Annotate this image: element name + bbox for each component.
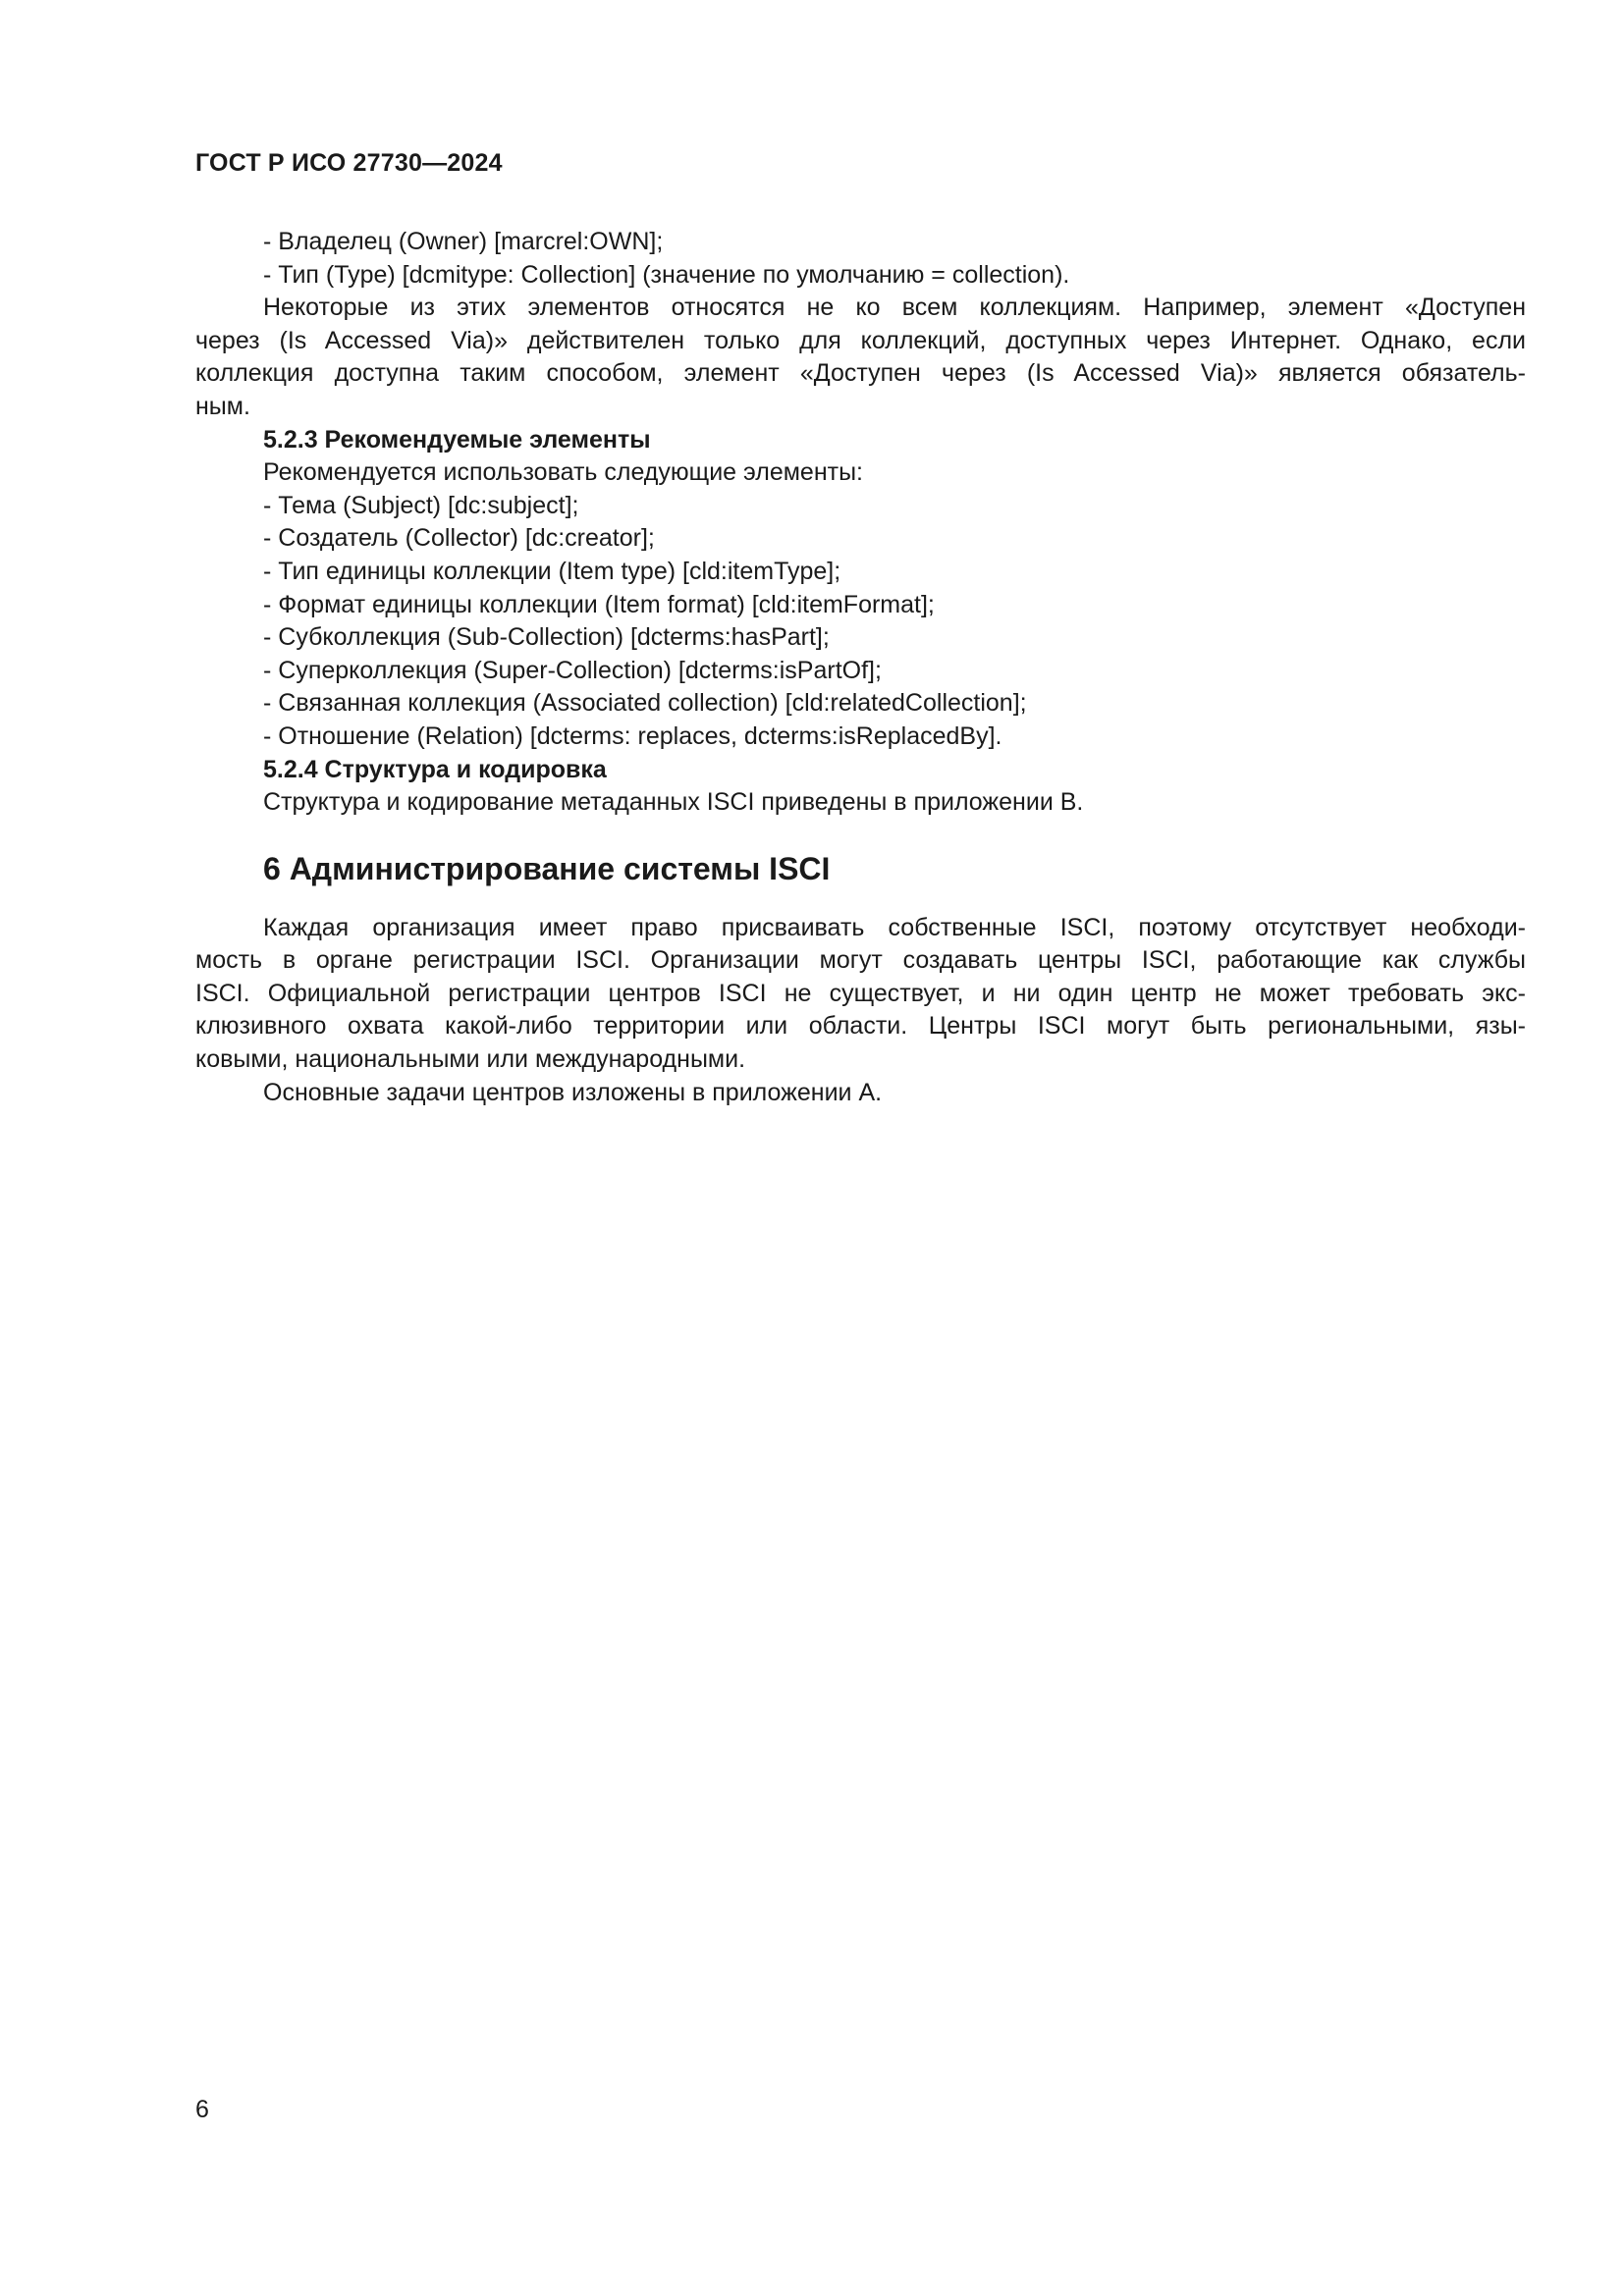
paragraph-line: ковыми, национальными или международными.: [195, 1045, 746, 1074]
list-item: - Тип единицы коллекции (Item type) [cld:itemType];: [263, 557, 841, 585]
list-item: - Владелец (Owner) [marcrel:OWN];: [263, 228, 664, 255]
subsection-intro: Рекомендуется использовать следующие элементы:: [263, 458, 863, 487]
subsection-title-5-2-3: 5.2.3 Рекомендуемые элементы: [263, 425, 651, 454]
list-item: - Суперколлекция (Super-Collection) [dcterms:isPartOf];: [263, 656, 882, 684]
subsection-title-5-2-4: 5.2.4 Структура и кодировка: [263, 755, 607, 783]
list-item: - Формат единицы коллекции (Item format) [cld:itemFormat];: [263, 590, 935, 618]
list-item: - Субколлекция (Sub-Collection) [dcterms:hasPart];: [263, 623, 830, 652]
subsection-text: Структура и кодирование метаданных ISCI приведены в приложении B.: [263, 788, 1084, 817]
list-item: - Тип (Type) [dcmitype: Collection] (значение по умолчанию = collection).: [263, 260, 1070, 289]
paragraph-line: через (Is Accessed Via)» действителен только для коллекций, доступных через Интернет. Однако, если: [195, 326, 1526, 354]
paragraph-line: ISCI. Официальной регистрации центров ISCI не существует, и ни один центр не может требовать экс-: [195, 979, 1526, 1007]
paragraph-line: Некоторые из этих элементов относятся не ко всем коллекциям. Например, элемент «Доступен: [263, 294, 1526, 322]
list-item: - Связанная коллекция (Associated collection) [cld:relatedCollection];: [263, 689, 1027, 718]
paragraph-line: ным.: [195, 392, 250, 420]
paragraph-line: мость в органе регистрации ISCI. Организации могут создавать центры ISCI, работающие как службы: [195, 946, 1526, 975]
list-item: - Тема (Subject) [dc:subject];: [263, 491, 579, 519]
paragraph-line: Каждая организация имеет право присваивать собственные ISCI, поэтому отсутствует необходи-: [263, 913, 1526, 941]
page-number: 6: [195, 2096, 209, 2123]
document-body: [195, 226, 1526, 1109]
paragraph-line: коллекция доступна таким способом, элемент «Доступен через (Is Accessed Via)» является обязатель-: [195, 359, 1526, 388]
list-item: - Отношение (Relation) [dcterms: replaces, dcterms:isReplacedBy].: [263, 721, 1002, 750]
document-header: ГОСТ Р ИСО 27730—2024: [195, 149, 503, 177]
list-item: - Создатель (Collector) [dc:creator];: [263, 524, 655, 553]
section-title-6: 6 Администрирование системы ISCI: [263, 850, 831, 886]
paragraph: Основные задачи центров изложены в приложении А.: [263, 1078, 883, 1106]
paragraph-line: клюзивного охвата какой-либо территории или области. Центры ISCI могут быть региональными, язы-: [195, 1012, 1526, 1041]
